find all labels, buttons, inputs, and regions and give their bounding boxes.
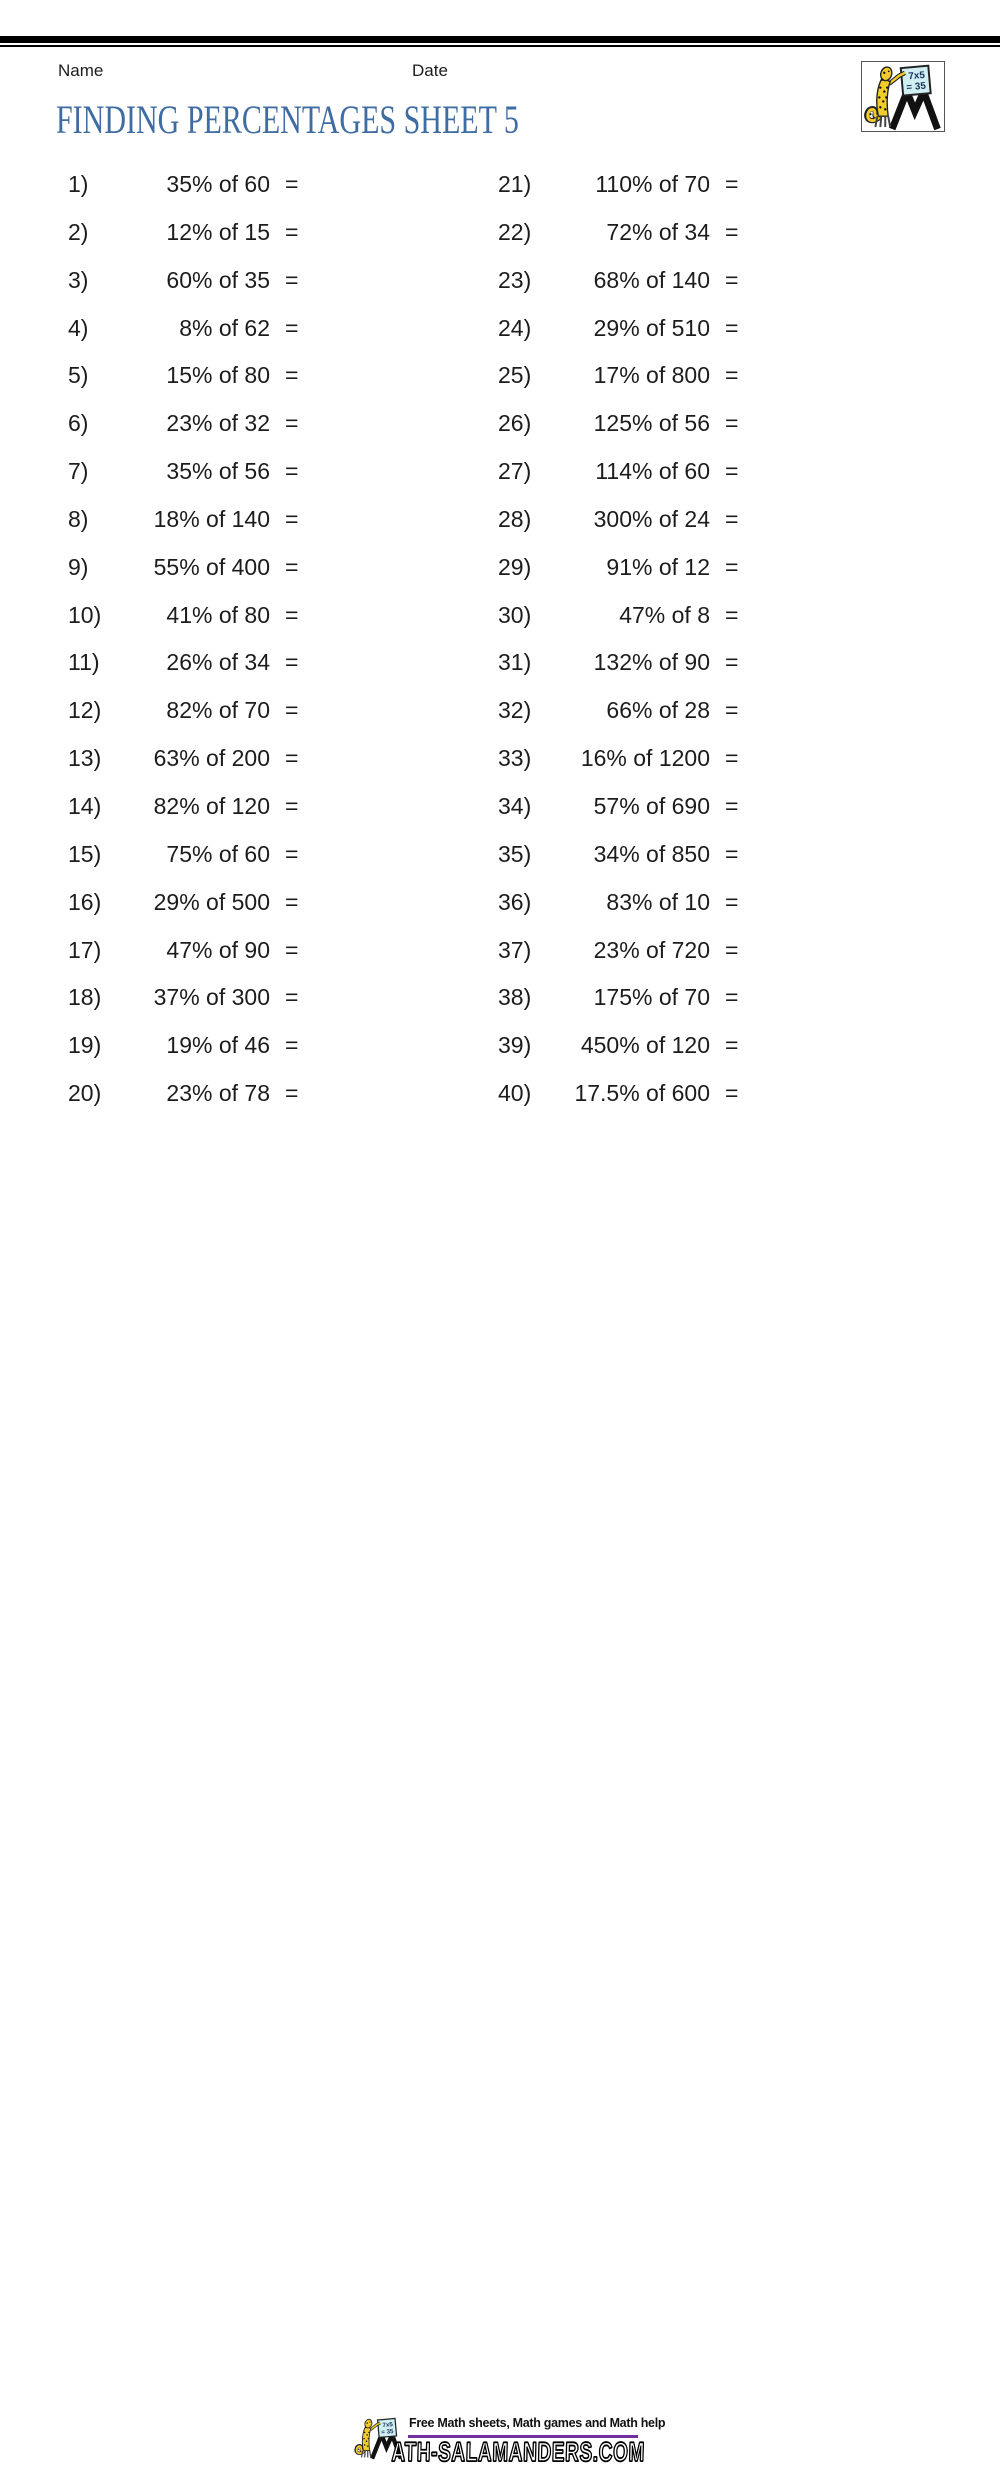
- problem-number: 34): [498, 792, 532, 819]
- equals-sign: =: [285, 697, 299, 724]
- problem-number: 18): [68, 984, 102, 1011]
- problem-row: [68, 268, 368, 316]
- equals-sign: =: [725, 697, 739, 724]
- footer-tagline: Free Math sheets, Math games and Math help: [409, 2416, 666, 2430]
- problem-number: 9): [68, 553, 89, 580]
- equals-sign: =: [725, 266, 739, 293]
- problem-row: [68, 650, 368, 698]
- equals-sign: =: [725, 888, 739, 915]
- equals-sign: =: [285, 649, 299, 676]
- problem-number: 20): [68, 1080, 102, 1107]
- problem-number: 31): [498, 649, 532, 676]
- equals-sign: =: [725, 553, 739, 580]
- problem-row: [498, 172, 798, 220]
- problem-number: 23): [498, 266, 532, 293]
- problem-row: [68, 794, 368, 842]
- problem-expression: 450% of 120: [580, 1032, 710, 1059]
- problem-number: 11): [68, 649, 100, 676]
- problem-number: 15): [68, 840, 102, 867]
- problem-number: 39): [498, 1032, 532, 1059]
- equals-sign: =: [725, 171, 739, 197]
- problem-expression: 37% of 300: [153, 984, 270, 1011]
- problem-number: 8): [68, 505, 89, 532]
- problem-row: [498, 794, 798, 842]
- problem-number: 40): [498, 1080, 532, 1107]
- top-rule-divider: [0, 36, 1000, 47]
- problem-expression: 23% of 78: [166, 1080, 270, 1107]
- problem-row: [498, 459, 798, 507]
- problem-row: [498, 650, 798, 698]
- problems-column-left: [68, 172, 368, 1129]
- problem-expression: 66% of 28: [606, 697, 710, 724]
- problem-number: 33): [498, 745, 532, 772]
- equals-sign: =: [285, 314, 299, 341]
- problem-number: 36): [498, 888, 532, 915]
- equals-sign: =: [725, 458, 739, 485]
- problem-row: [68, 603, 368, 651]
- equals-sign: =: [285, 266, 299, 293]
- problem-row: [498, 268, 798, 316]
- problem-expression: 110% of 70: [595, 171, 710, 197]
- problem-expression: 82% of 120: [153, 792, 270, 819]
- equals-sign: =: [725, 314, 739, 341]
- problem-expression: 114% of 60: [595, 458, 710, 485]
- problem-expression: 29% of 500: [153, 888, 270, 915]
- equals-sign: =: [725, 601, 739, 628]
- problem-number: 7): [68, 458, 89, 485]
- equals-sign: =: [285, 1080, 299, 1107]
- problem-number: 25): [498, 362, 532, 389]
- problem-row: [498, 1033, 798, 1081]
- equals-sign: =: [725, 984, 739, 1011]
- problem-expression: 34% of 850: [593, 840, 710, 867]
- equals-sign: =: [285, 984, 299, 1011]
- problem-expression: 55% of 400: [153, 553, 270, 580]
- problem-row: [498, 698, 798, 746]
- problem-expression: 63% of 200: [153, 745, 270, 772]
- problem-number: 26): [498, 410, 532, 437]
- problem-expression: 60% of 35: [166, 266, 270, 293]
- problem-number: 13): [68, 745, 102, 772]
- problem-number: 12): [68, 697, 102, 724]
- problem-number: 3): [68, 266, 89, 293]
- equals-sign: =: [725, 649, 739, 676]
- equals-sign: =: [285, 936, 299, 963]
- equals-sign: =: [725, 505, 739, 532]
- problem-row: [498, 890, 798, 938]
- problem-expression: 23% of 32: [166, 410, 270, 437]
- problem-row: [68, 507, 368, 555]
- problem-expression: 16% of 1200: [580, 745, 710, 772]
- equals-sign: =: [285, 505, 299, 532]
- problem-expression: 29% of 510: [593, 314, 710, 341]
- problem-expression: 23% of 720: [593, 936, 710, 963]
- problem-expression: 17.5% of 600: [574, 1080, 710, 1107]
- problem-expression: 41% of 80: [166, 601, 270, 628]
- problem-expression: 35% of 56: [166, 458, 270, 485]
- problem-number: 1): [68, 171, 89, 197]
- problem-row: [68, 1033, 368, 1081]
- equals-sign: =: [285, 792, 299, 819]
- equals-sign: =: [725, 745, 739, 772]
- equals-sign: =: [725, 936, 739, 963]
- problem-number: 37): [498, 936, 532, 963]
- problem-number: 35): [498, 840, 532, 867]
- problem-row: [498, 555, 798, 603]
- problem-row: [498, 316, 798, 364]
- date-label: Date: [412, 61, 448, 80]
- problem-row: [498, 1081, 798, 1129]
- footer: [0, 1200, 1000, 2467]
- problem-expression: 72% of 34: [606, 218, 710, 245]
- problem-expression: 57% of 690: [593, 792, 710, 819]
- problem-row: [498, 938, 798, 986]
- equals-sign: =: [285, 1032, 299, 1059]
- problem-row: [68, 220, 368, 268]
- problem-row: [498, 363, 798, 411]
- problem-expression: 68% of 140: [593, 266, 710, 293]
- problem-number: 5): [68, 362, 89, 389]
- problem-expression: 82% of 70: [166, 697, 270, 724]
- problem-row: [68, 746, 368, 794]
- problem-number: 32): [498, 697, 532, 724]
- equals-sign: =: [725, 1032, 739, 1059]
- problem-number: 38): [498, 984, 532, 1011]
- equals-sign: =: [285, 410, 299, 437]
- problem-expression: 15% of 80: [166, 362, 270, 389]
- problem-row: [498, 985, 798, 1033]
- site-name: ATH-SALAMANDERS.COM: [391, 2437, 646, 2467]
- problem-number: 6): [68, 410, 89, 437]
- equals-sign: =: [285, 458, 299, 485]
- problem-row: [68, 555, 368, 603]
- problem-number: 30): [498, 601, 532, 628]
- problem-row: [498, 507, 798, 555]
- problem-expression: 175% of 70: [593, 984, 710, 1011]
- problem-row: [68, 316, 368, 364]
- problem-row: [68, 938, 368, 986]
- problem-expression: 47% of 90: [166, 936, 270, 963]
- problem-row: [498, 603, 798, 651]
- problem-expression: 18% of 140: [153, 505, 270, 532]
- problem-expression: 12% of 15: [166, 218, 270, 245]
- problem-number: 14): [68, 792, 102, 819]
- problem-row: [68, 1081, 368, 1129]
- equals-sign: =: [725, 362, 739, 389]
- salamander-easel-icon: [862, 62, 944, 131]
- problem-row: [498, 220, 798, 268]
- problem-row: [68, 172, 368, 220]
- problem-number: 22): [498, 218, 532, 245]
- problem-expression: 47% of 8: [619, 601, 710, 628]
- problem-number: 21): [498, 171, 532, 197]
- name-label: Name: [58, 61, 104, 80]
- equals-sign: =: [285, 553, 299, 580]
- problems-column-right: [498, 172, 798, 1129]
- equals-sign: =: [725, 1080, 739, 1107]
- problem-expression: 83% of 10: [606, 888, 710, 915]
- problem-number: 27): [498, 458, 532, 485]
- problem-number: 24): [498, 314, 532, 341]
- problem-row: [68, 459, 368, 507]
- equals-sign: =: [725, 410, 739, 437]
- problem-row: [498, 842, 798, 890]
- equals-sign: =: [285, 601, 299, 628]
- equals-sign: =: [285, 171, 299, 197]
- problem-row: [68, 985, 368, 1033]
- math-salamanders-logo-box: [861, 61, 945, 132]
- problem-row: [498, 746, 798, 794]
- problem-row: [498, 411, 798, 459]
- problem-row: [68, 890, 368, 938]
- problem-row: [68, 698, 368, 746]
- problem-expression: 19% of 46: [166, 1032, 270, 1059]
- problem-number: 16): [68, 888, 102, 915]
- problem-row: [68, 411, 368, 459]
- page-title: FINDING PERCENTAGES SHEET 5: [56, 97, 519, 142]
- equals-sign: =: [725, 792, 739, 819]
- problem-expression: 300% of 24: [593, 505, 710, 532]
- problem-row: [68, 842, 368, 890]
- problem-expression: 26% of 34: [166, 649, 270, 676]
- equals-sign: =: [285, 840, 299, 867]
- problem-number: 28): [498, 505, 532, 532]
- equals-sign: =: [725, 840, 739, 867]
- problem-number: 2): [68, 218, 89, 245]
- problem-number: 19): [68, 1032, 102, 1059]
- equals-sign: =: [725, 218, 739, 245]
- problem-expression: 132% of 90: [593, 649, 710, 676]
- equals-sign: =: [285, 745, 299, 772]
- problem-row: [68, 363, 368, 411]
- equals-sign: =: [285, 218, 299, 245]
- problem-number: 29): [498, 553, 532, 580]
- equals-sign: =: [285, 888, 299, 915]
- problem-number: 4): [68, 314, 89, 341]
- problem-expression: 35% of 60: [166, 171, 270, 197]
- problem-expression: 8% of 62: [179, 314, 270, 341]
- equals-sign: =: [285, 362, 299, 389]
- problem-number: 17): [68, 936, 102, 963]
- problem-expression: 91% of 12: [606, 553, 710, 580]
- problem-expression: 75% of 60: [166, 840, 270, 867]
- problem-number: 10): [68, 601, 102, 628]
- problem-expression: 125% of 56: [593, 410, 710, 437]
- problem-expression: 17% of 800: [593, 362, 710, 389]
